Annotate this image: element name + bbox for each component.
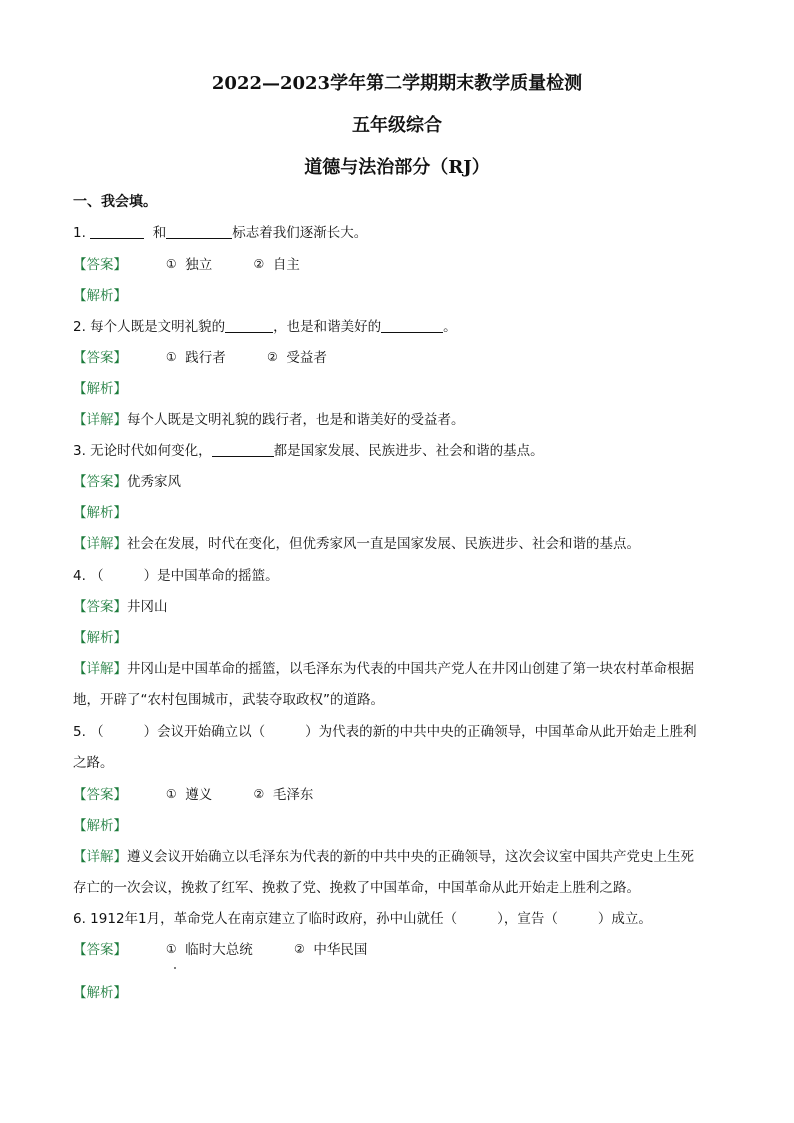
detail-tag: 【详解】 (73, 412, 127, 428)
answer-blank (166, 224, 232, 239)
answer-blank (381, 318, 443, 333)
analysis-tag: 【解析】 (73, 288, 127, 304)
circled-two-icon: ② (253, 257, 265, 271)
answer-5 (73, 785, 313, 805)
question-text: 3. 无论时代如何变化， (73, 443, 212, 459)
question-text: 2. 每个人既是文明礼貌的 (73, 319, 226, 335)
detail-text: 遵义会议开始确立以毛泽东为代表的新的中共中央的正确领导，这次会议室中国共产党史上生死 (127, 849, 694, 865)
detail-tag: 【详解】 (73, 536, 127, 552)
detail-tag: 【详解】 (73, 661, 127, 677)
question-2 (73, 317, 457, 337)
answer-value: 自主 (272, 257, 300, 273)
answer-tag: 【答案】 (73, 474, 127, 490)
circled-two-icon: ② (294, 942, 305, 956)
question-text: 。 (443, 319, 457, 335)
analysis-tag: 【解析】 (73, 985, 127, 1001)
analysis-tag: 【解析】 (73, 630, 127, 646)
answer-tag: 【答案】 (73, 350, 127, 366)
question-1 (73, 223, 367, 243)
question-text: 5. （ (73, 724, 104, 740)
detail-tag: 【详解】 (73, 849, 127, 865)
stray-dot (174, 967, 176, 969)
question-text: 都是国家发展、民族进步、社会和谐的基点。 (273, 443, 544, 459)
subject-title: 道德与法治部分（RJ） (304, 157, 490, 178)
answer-6 (73, 940, 367, 960)
circled-one-icon: ① (165, 257, 177, 271)
analysis-tag: 【解析】 (73, 505, 127, 521)
answer-4 (73, 597, 168, 617)
detail-4 (73, 659, 694, 679)
analysis-tag: 【解析】 (73, 381, 127, 397)
question-text: ）为代表的新的中共中央的正确领导，中国革命从此开始走上胜利 (305, 724, 697, 740)
detail-3 (73, 534, 640, 554)
detail-2 (73, 410, 465, 430)
detail-text: 社会在发展，时代在变化，但优秀家风一直是国家发展、民族进步、社会和谐的基点。 (127, 536, 640, 552)
answer-tag: 【答案】 (73, 942, 127, 958)
answer-blank (90, 224, 144, 239)
question-4 (73, 566, 279, 586)
answer-value: 井冈山 (127, 599, 168, 615)
question-number: 1. (73, 225, 86, 241)
question-text: ）是中国革命的摇篮。 (143, 568, 279, 584)
question-3 (73, 441, 544, 461)
question-text: ）会议开始确立以（ (143, 724, 266, 740)
answer-value: 毛泽东 (272, 787, 314, 803)
detail-text: 每个人既是文明礼貌的践行者，也是和谐美好的受益者。 (127, 412, 465, 428)
circled-one-icon: ① (165, 787, 177, 801)
question-5 (73, 722, 697, 742)
answer-value: 独立 (185, 257, 213, 273)
answer-1 (73, 255, 300, 275)
answer-3 (73, 472, 181, 492)
answer-value: 优秀家风 (127, 474, 181, 490)
question-text: ）成立。 (597, 911, 652, 927)
answer-value: 临时大总统 (185, 942, 253, 958)
question-text: ，也是和谐美好的 (273, 319, 382, 335)
circled-one-icon: ① (165, 942, 177, 956)
question-text: 标志着我们逐渐长大。 (232, 225, 368, 241)
question-5-cont: 之路。 (73, 755, 114, 771)
answer-tag: 【答案】 (73, 787, 127, 803)
detail-5-cont: 存亡的一次会议，挽救了红军、挽救了党、挽救了中国革命，中国革命从此开始走上胜利之路。 (73, 880, 640, 896)
answer-value: 践行者 (185, 350, 226, 366)
circled-two-icon: ② (267, 350, 278, 364)
answer-value: 中华民国 (313, 942, 368, 958)
section-heading: 一、我会填。 (73, 194, 157, 210)
question-6 (73, 909, 652, 929)
detail-text: 井冈山是中国革命的摇篮，以毛泽东为代表的中国共产党人在井冈山创建了第一块农村革命根据 (127, 661, 694, 677)
answer-blank (225, 318, 273, 333)
detail-5 (73, 847, 694, 867)
question-text: ），宣告（ (497, 911, 558, 927)
question-text: 4. （ (73, 568, 104, 584)
answer-2 (73, 348, 327, 368)
grade-title: 五年级综合 (352, 115, 442, 136)
circled-two-icon: ② (253, 787, 265, 801)
answer-blank (212, 442, 274, 457)
question-text: 6. 1912年1月，革命党人在南京建立了临时政府，孙中山就任（ (73, 911, 458, 927)
answer-value: 遵义 (185, 787, 213, 803)
answer-tag: 【答案】 (73, 599, 127, 615)
answer-tag: 【答案】 (73, 257, 127, 273)
exam-title: 2022—2023学年第二学期期末教学质量检测 (211, 73, 583, 94)
question-text: 和 (152, 225, 167, 241)
answer-value: 受益者 (286, 350, 327, 366)
circled-one-icon: ① (165, 350, 177, 364)
analysis-tag: 【解析】 (73, 818, 127, 834)
detail-4-cont: 地，开辟了“农村包围城市，武装夺取政权”的道路。 (73, 692, 384, 708)
